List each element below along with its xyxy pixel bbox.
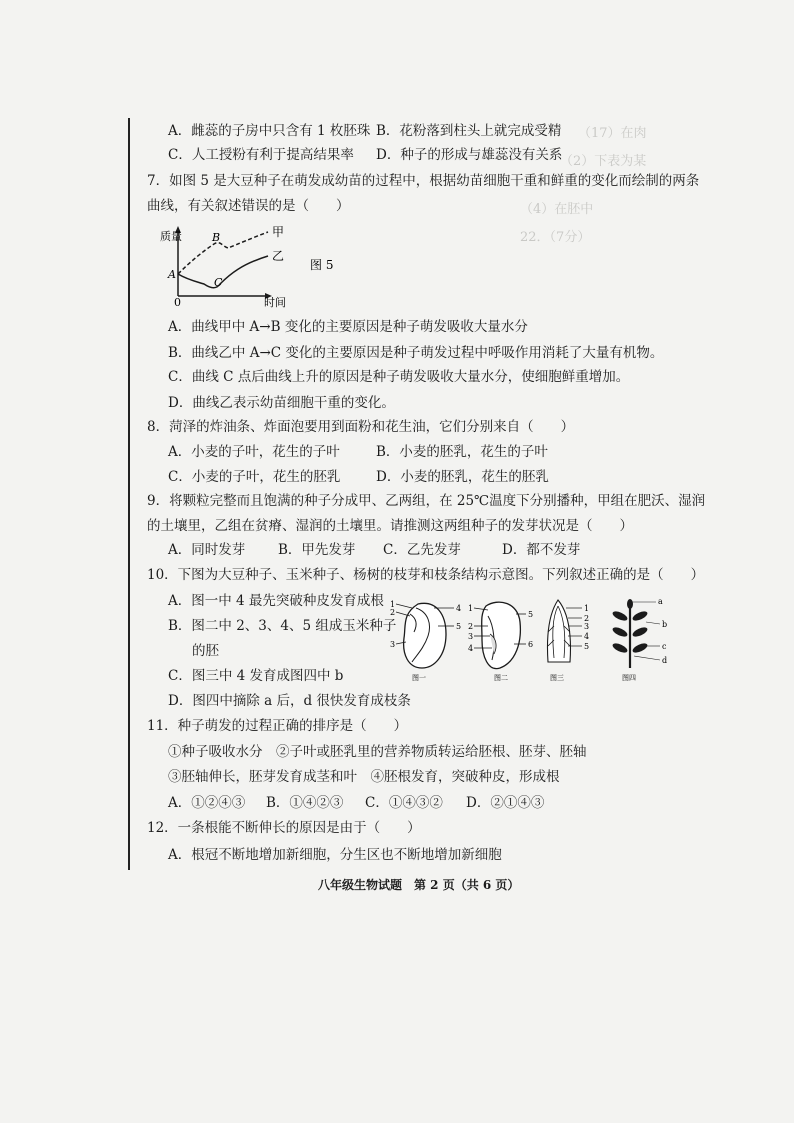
fig4-label-d: d	[662, 656, 668, 665]
figure-1-soybean-seed	[390, 600, 461, 682]
q10-option-d: D．图四中摘除 a 后，d 很快发育成枝条	[168, 693, 411, 709]
curve-yi-label: 乙	[272, 249, 285, 263]
fig4-caption: 图四	[622, 674, 636, 682]
q7-stem-line-1: 7．如图 5 是大豆种子在萌发成幼苗的过程中，根据幼苗细胞干重和鲜重的变化而绘制的两条	[147, 173, 700, 189]
fig2-label-5: 5	[528, 610, 534, 619]
point-c-label: C	[214, 276, 223, 289]
fig3-label-2: 2	[584, 614, 590, 623]
fig1-label-3: 3	[390, 640, 396, 649]
q11-step-line-2: ③胚轴伸长，胚芽发育成茎和叶 ④胚根发育，突破种皮，形成根	[168, 769, 560, 785]
q11-option-c: C．①④③②	[365, 795, 443, 811]
q8-option-a: A．小麦的子叶，花生的子叶	[168, 444, 340, 460]
figure-5-caption: 图 5	[310, 258, 334, 272]
page-footer: 八年级生物试题 第 2 页（共 6 页）	[318, 878, 520, 892]
q11-option-a: A．①②④③	[168, 795, 246, 811]
fig2-label-2: 2	[468, 622, 474, 631]
q11-step-line-1: ①种子吸收水分 ②子叶或胚乳里的营养物质转运给胚根、胚芽、胚轴	[168, 744, 587, 760]
q9-option-c: C．乙先发芽	[383, 542, 461, 558]
q10-stem: 10．下图为大豆种子、玉米种子、杨树的枝芽和枝条结构示意图。下列叙述正确的是（ ）	[147, 567, 705, 583]
fig4-label-c: c	[662, 642, 667, 651]
q9-option-d: D．都不发芽	[502, 542, 581, 558]
q11-option-b: B．①④②③	[266, 795, 344, 811]
figure-2-corn-seed	[468, 602, 533, 682]
q6-option-b: B．花粉落到柱头上就完成受精	[376, 123, 562, 139]
q9-stem-line-2: 的土壤里，乙组在贫瘠、湿润的土壤里。请推测这两组种子的发芽状况是（ ）	[147, 518, 633, 534]
q6-option-a: A．雌蕊的子房中只含有 1 枚胚珠	[168, 123, 371, 139]
q11-stem: 11．种子萌发的过程正确的排序是（ ）	[147, 718, 408, 734]
origin-label: 0	[174, 296, 181, 309]
bleed-through-text: （2）下表为某	[560, 154, 647, 169]
fig2-label-6: 6	[528, 640, 534, 649]
bleed-through-text: （4）在胚中	[520, 202, 594, 217]
fig2-label-1: 1	[468, 604, 474, 613]
q10-option-b-line-1: B．图二中 2、3、4、5 组成玉米种子	[168, 618, 397, 634]
q8-stem: 8．菏泽的炸油条、炸面泡要用到面粉和花生油，它们分别来自（ ）	[147, 419, 575, 435]
curve-yi	[178, 256, 268, 288]
fig1-label-2: 2	[390, 608, 396, 617]
q10-option-c: C．图三中 4 发育成图四中 b	[168, 668, 344, 684]
figure-4-branch	[611, 597, 667, 682]
q8-option-d: D．小麦的胚乳，花生的胚乳	[376, 469, 549, 485]
q12-stem: 12．一条根能不断伸长的原因是由于（ ）	[147, 820, 421, 836]
fig3-label-5: 5	[584, 642, 590, 651]
q12-option-a: A．根冠不断地增加新细胞，分生区也不断地增加新细胞	[168, 847, 502, 863]
bleed-through-text: （17）在肉	[578, 126, 647, 141]
q9-option-b: B．甲先发芽	[278, 542, 356, 558]
fig3-label-3: 3	[584, 622, 590, 631]
fig4-label-b: b	[662, 620, 668, 629]
figure-5-graph	[160, 222, 350, 312]
fig3-label-1: 1	[584, 604, 590, 613]
q10-figures	[388, 596, 678, 682]
fig1-label-5: 5	[456, 622, 462, 631]
q8-option-b: B．小麦的胚乳，花生的子叶	[376, 444, 548, 460]
fig1-label-4: 4	[456, 604, 462, 613]
fig4-label-a: a	[658, 597, 663, 606]
q7-option-c: C．曲线 C 点后曲线上升的原因是种子萌发吸收大量水分，使细胞鲜重增加。	[168, 369, 630, 385]
fig3-label-4: 4	[584, 632, 590, 641]
fig1-label-1: 1	[390, 600, 396, 609]
q10-option-b-line-2: 的胚	[192, 643, 219, 659]
q9-option-a: A．同时发芽	[168, 542, 246, 558]
y-axis-label: 质量	[160, 230, 182, 243]
point-a-label: A	[168, 268, 176, 281]
fig2-label-3: 3	[468, 632, 474, 641]
point-b-label: B	[212, 231, 221, 244]
fig2-caption: 图二	[494, 674, 508, 682]
q9-stem-line-1: 9．将颗粒完整而且饱满的种子分成甲、乙两组，在 25℃温度下分别播种，甲组在肥沃、湿润	[147, 493, 706, 509]
q7-option-d: D．曲线乙表示幼苗细胞干重的变化。	[168, 395, 395, 411]
curve-jia	[178, 232, 268, 274]
q8-option-c: C．小麦的子叶，花生的胚乳	[168, 469, 341, 485]
fig2-label-4: 4	[468, 644, 474, 653]
bleed-through-text: 22．（7分）	[520, 230, 591, 245]
q7-stem-line-2: 曲线，有关叙述错误的是（ ）	[147, 198, 350, 214]
curve-jia-label: 甲	[272, 225, 285, 239]
q7-option-a: A．曲线甲中 A→B 变化的主要原因是种子萌发吸收大量水分	[168, 319, 528, 335]
figure-3-branch-bud	[547, 600, 589, 682]
q10-option-a: A．图一中 4 最先突破种皮发育成根	[168, 593, 384, 609]
q6-option-c: C．人工授粉有利于提高结果率	[168, 147, 354, 163]
fig3-caption: 图三	[550, 674, 564, 682]
q7-option-b: B．曲线乙中 A→C 变化的主要原因是种子萌发过程中呼吸作用消耗了大量有机物。	[168, 345, 664, 361]
margin-line	[128, 118, 130, 870]
q6-option-d: D．种子的形成与雄蕊没有关系	[376, 147, 563, 163]
fig1-caption: 图一	[412, 674, 426, 682]
q11-option-d: D．②①④③	[466, 795, 545, 811]
x-axis-label: 时间	[264, 296, 286, 309]
